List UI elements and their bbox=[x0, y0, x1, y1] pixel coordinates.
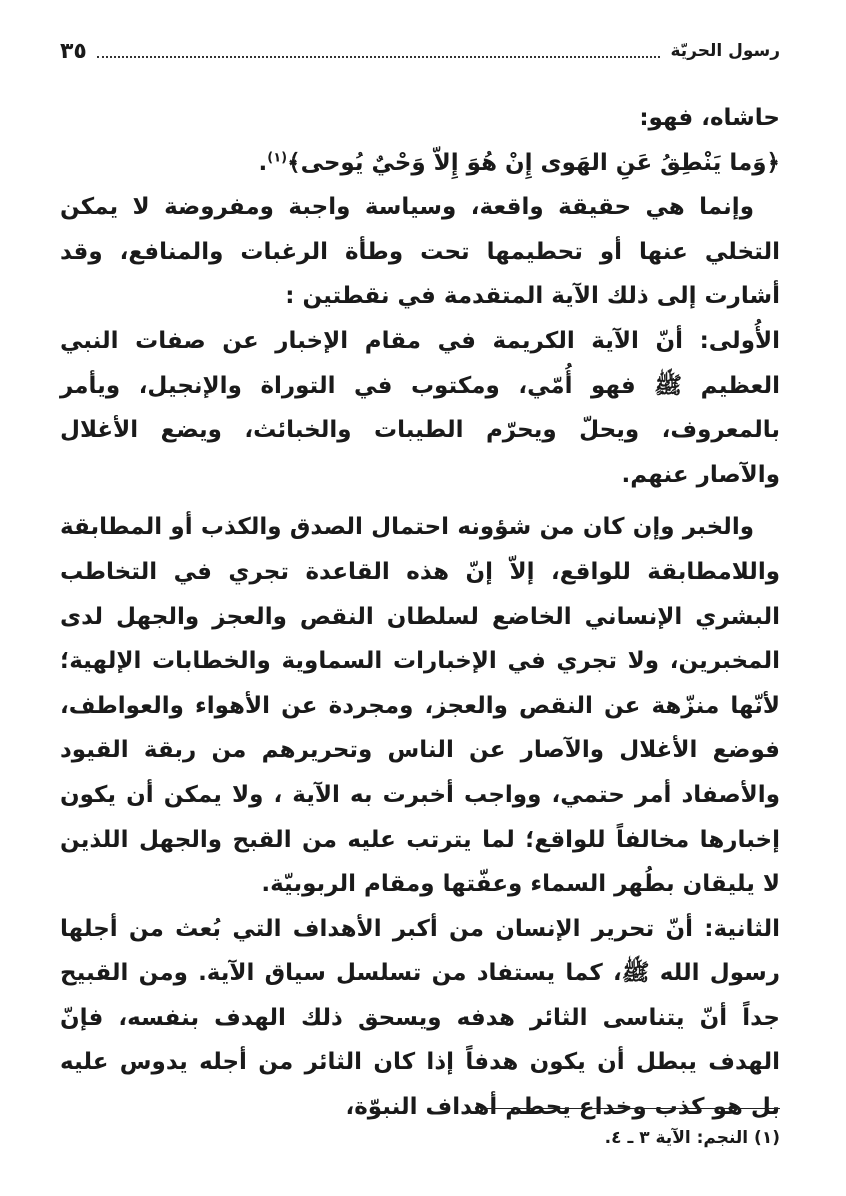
paragraph-first-point: الأُولى: أنّ الآية الكريمة في مقام الإخبار عن صفات النبي العظيم ﷺ فهو أُمّي، ومكتوب في التوراة والإنجيل، ويأمر بالمعروف، ويحلّ ويحرّم الطيبات والخبائث، ويضع الأغلال والآصار عنهم. bbox=[60, 327, 780, 488]
verse-end: . bbox=[258, 149, 268, 176]
footnote: (١) النجم: الآية ٣ ـ ٤. bbox=[604, 1128, 780, 1148]
quran-verse bbox=[60, 141, 780, 186]
book-title: رسول الحريّة bbox=[670, 41, 780, 61]
footnote-marker: (١) bbox=[267, 149, 288, 165]
page-number: ٣٥ bbox=[60, 38, 87, 64]
running-header bbox=[60, 34, 780, 68]
verse-text: ﴿وَما يَنْطِقُ عَنِ الهَوى إِنْ هُوَ إِلاّ وَحْيٌ يُوحى﴾ bbox=[287, 149, 780, 176]
dotted-leader bbox=[97, 44, 661, 58]
body-text bbox=[60, 96, 780, 1130]
footnote-divider bbox=[480, 1108, 780, 1109]
intro-line: حاشاه، فهو: bbox=[639, 105, 780, 131]
paragraph-2: والخبر وإن كان من شؤونه احتمال الصدق والكذب أو المطابقة واللامطابقة للواقع، إلاّ إنّ هذه القاعدة تجري في التخاطب البشري الإنساني الخاضع لسلطان النقص والعجز والجهل لدى المخبرين، ولا تجري في الإخبارات السماوية والخطابات الإلهية؛ لأنّها منزّهة عن النقص والعجز، ومجردة عن الأهواء والعواطف، فوضع الأغلال والآصار عن الناس وتحريرهم من ربقة القيود والأصفاد أمر حتمي، وواجب أخبرت به الآية ، ولا يمكن أن يكون إخبارها مخالفاً للواقع؛ لما يترتب عليه من القبح والجهل اللذين لا يليقان بطُهر السماء وعفّتها ومقام الربوبيّة. bbox=[60, 514, 780, 898]
paragraph-1: وإنما هي حقيقة واقعة، وسياسة واجبة ومفروضة لا يمكن التخلي عنها أو تحطيمها تحت وطأة الرغبات والمنافع، وقد أشارت إلى ذلك الآية المتقدمة في نقطتين : bbox=[60, 194, 780, 310]
paragraph-second-point: الثانية: أنّ تحرير الإنسان من أكبر الأهداف التي بُعث من أجلها رسول الله ﷺ، كما يستفاد من تسلسل سياق الآية. ومن القبيح جداً أنّ يتناسى الثائر هدفه ويسحق ذلك الهدف بنفسه، فإنّ الهدف يبطل أن يكون هدفاً إذا كان الثائر من أجله يدوس عليه بل هو كذب وخداع يحطم أهداف النبوّة، bbox=[60, 915, 780, 1121]
